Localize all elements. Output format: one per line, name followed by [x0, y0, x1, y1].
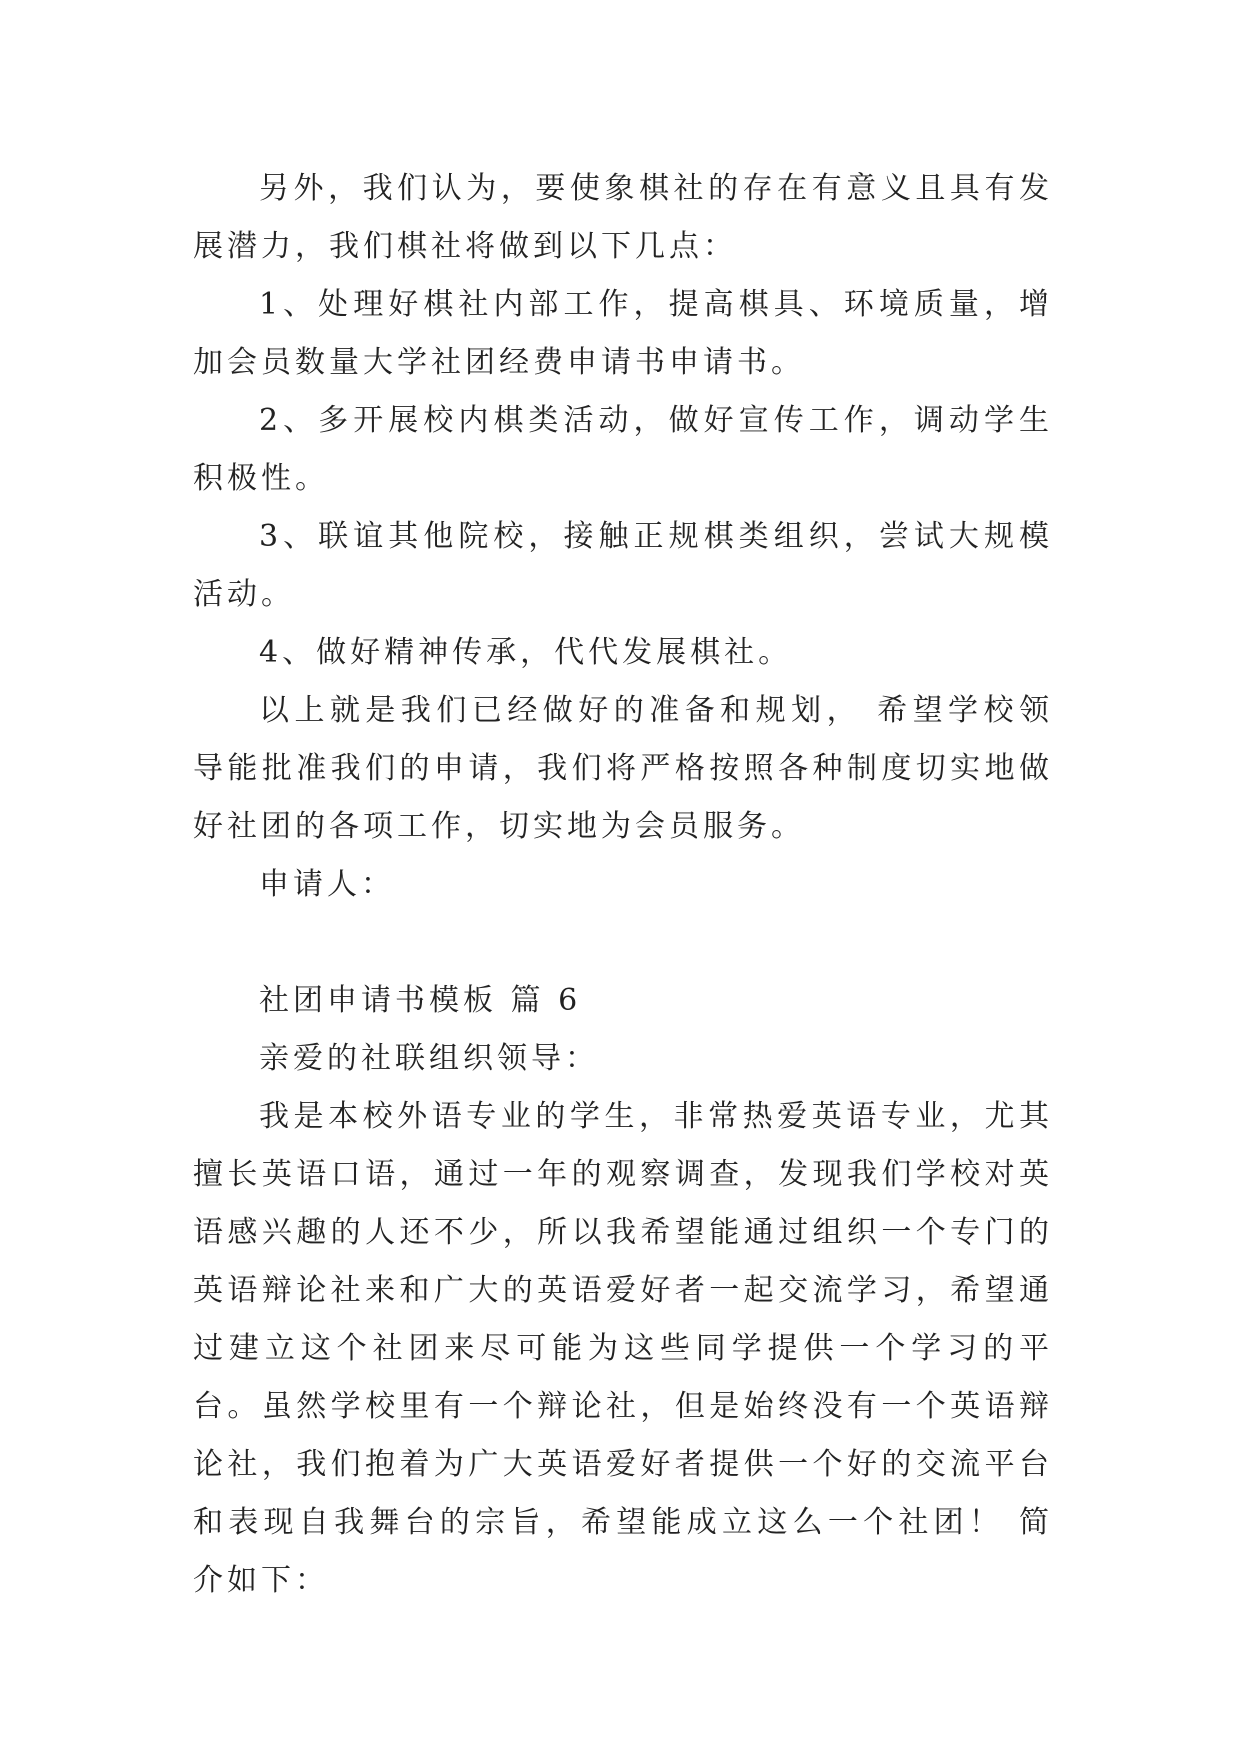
- document-body: [193, 160, 1053, 1610]
- paragraph-point-2: 2、多开展校内棋类活动，做好宣传工作，调动学生积极性。: [193, 403, 1053, 496]
- paragraph-intro: 另外，我们认为，要使象棋社的存在有意义且具有发展潜力，我们棋社将做到以下几点：: [193, 171, 1053, 264]
- section-title: 社团申请书模板 篇 6: [259, 983, 582, 1018]
- applicant-label: 申请人：: [259, 867, 395, 902]
- paragraph-conclusion: 以上就是我们已经做好的准备和规划， 希望学校领导能批准我们的申请，我们将严格按照各种制度切实地做好社团的各项工作，切实地为会员服务。: [193, 693, 1053, 844]
- section-spacer: [193, 914, 1053, 972]
- paragraph-point-4: 4、做好精神传承，代代发展棋社。: [259, 635, 793, 670]
- paragraph-body: 我是本校外语专业的学生，非常热爱英语专业，尤其擅长英语口语，通过一年的观察调查，发现我们学校对英语感兴趣的人还不少，所以我希望能通过组织一个专门的英语辩论社来和广大的英语爱好者一起交流学习，希望通过建立这个社团来尽可能为这些同学提供一个学习的平台。虽然学校里有一个辩论社，但是始终没有一个英语辩论社，我们抱着为广大英语爱好者提供一个好的交流平台和表现自我舞台的宗旨，希望能成立这么一个社团！ 简介如下：: [193, 1099, 1053, 1598]
- paragraph-point-3: 3、联谊其他院校，接触正规棋类组织，尝试大规模活动。: [193, 519, 1053, 612]
- paragraph-point-1: 1、处理好棋社内部工作，提高棋具、环境质量，增加会员数量大学社团经费申请书申请书。: [193, 287, 1053, 380]
- greeting: 亲爱的社联组织领导：: [259, 1041, 599, 1076]
